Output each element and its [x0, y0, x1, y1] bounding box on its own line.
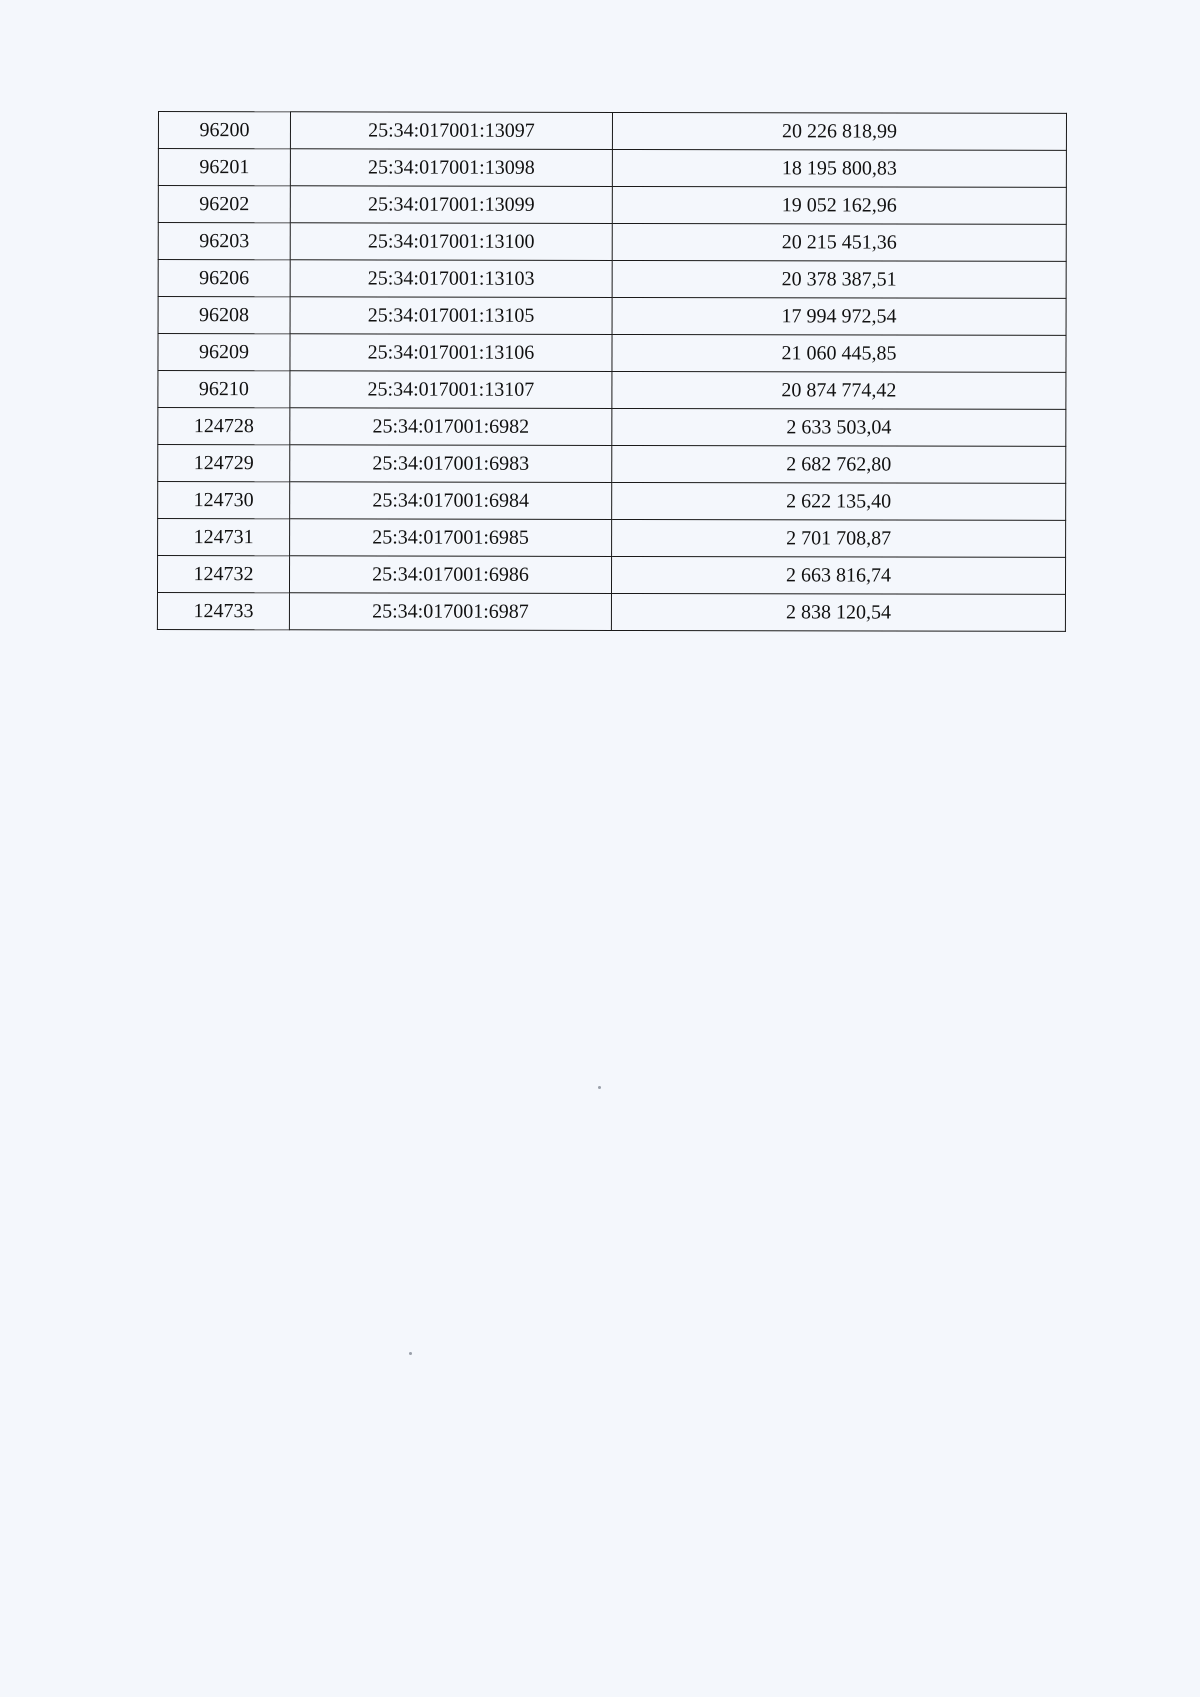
table-row [158, 445, 1066, 484]
cadastral-number-cell: 25:34:017001:13100 [290, 223, 612, 261]
scan-speck [598, 1086, 601, 1089]
cadastral-value-cell: 2 622 135,40 [612, 482, 1066, 520]
row-number-cell: 124732 [157, 556, 289, 593]
scan-speck [409, 1352, 412, 1355]
cadastral-value-cell: 2 838 120,54 [611, 593, 1065, 631]
row-number-cell: 96203 [158, 223, 290, 260]
cadastral-number-cell: 25:34:017001:13103 [290, 260, 612, 298]
cadastral-value-cell: 21 060 445,85 [612, 334, 1066, 372]
cadastral-number-cell: 25:34:017001:6986 [289, 556, 611, 594]
cadastral-value-cell: 20 378 387,51 [612, 260, 1066, 298]
row-number-cell: 124729 [158, 445, 290, 482]
table-body [157, 112, 1066, 632]
row-number-cell: 96208 [158, 297, 290, 334]
row-number-cell: 96201 [158, 149, 290, 186]
cadastral-value-cell: 2 633 503,04 [612, 408, 1066, 446]
table-row [158, 186, 1066, 225]
cadastral-value-cell: 20 874 774,42 [612, 371, 1066, 409]
row-number-cell: 96200 [158, 112, 290, 149]
cadastral-number-cell: 25:34:017001:13097 [290, 112, 612, 150]
table-row [158, 297, 1066, 336]
cadastral-number-cell: 25:34:017001:13098 [290, 149, 612, 187]
cadastral-number-cell: 25:34:017001:6985 [290, 519, 612, 557]
cadastral-value-cell: 2 663 816,74 [611, 556, 1065, 594]
cadastral-number-cell: 25:34:017001:6983 [290, 445, 612, 483]
row-number-cell: 96210 [158, 371, 290, 408]
table-row [158, 260, 1066, 299]
cadastral-number-cell: 25:34:017001:6982 [290, 408, 612, 446]
row-number-cell: 96206 [158, 260, 290, 297]
row-number-cell: 96202 [158, 186, 290, 223]
cadastral-value-cell: 19 052 162,96 [612, 186, 1066, 224]
table-row [157, 593, 1065, 632]
row-number-cell: 96209 [158, 334, 290, 371]
table-row [158, 482, 1066, 521]
cadastral-number-cell: 25:34:017001:13099 [290, 186, 612, 224]
row-number-cell: 124733 [157, 593, 289, 630]
row-number-cell: 124730 [158, 482, 290, 519]
cadastral-value-cell: 2 701 708,87 [612, 519, 1066, 557]
table-row [158, 223, 1066, 262]
cadastral-value-cell: 20 215 451,36 [612, 223, 1066, 261]
cadastral-value-cell: 20 226 818,99 [612, 112, 1066, 150]
cadastral-value-cell: 17 994 972,54 [612, 297, 1066, 335]
cadastral-value-table [157, 111, 1067, 632]
row-number-cell: 124728 [158, 408, 290, 445]
cadastral-value-cell: 2 682 762,80 [612, 445, 1066, 483]
cadastral-number-cell: 25:34:017001:6984 [290, 482, 612, 520]
table-row [158, 149, 1066, 188]
cadastral-value-cell: 18 195 800,83 [612, 149, 1066, 187]
table-row [158, 519, 1066, 558]
table-row [157, 556, 1065, 595]
table-row [158, 408, 1066, 447]
cadastral-number-cell: 25:34:017001:6987 [289, 593, 611, 631]
table-row [158, 112, 1066, 151]
table-row [158, 371, 1066, 410]
row-number-cell: 124731 [158, 519, 290, 556]
table-row [158, 334, 1066, 373]
cadastral-number-cell: 25:34:017001:13106 [290, 334, 612, 372]
cadastral-number-cell: 25:34:017001:13107 [290, 371, 612, 409]
cadastral-number-cell: 25:34:017001:13105 [290, 297, 612, 335]
